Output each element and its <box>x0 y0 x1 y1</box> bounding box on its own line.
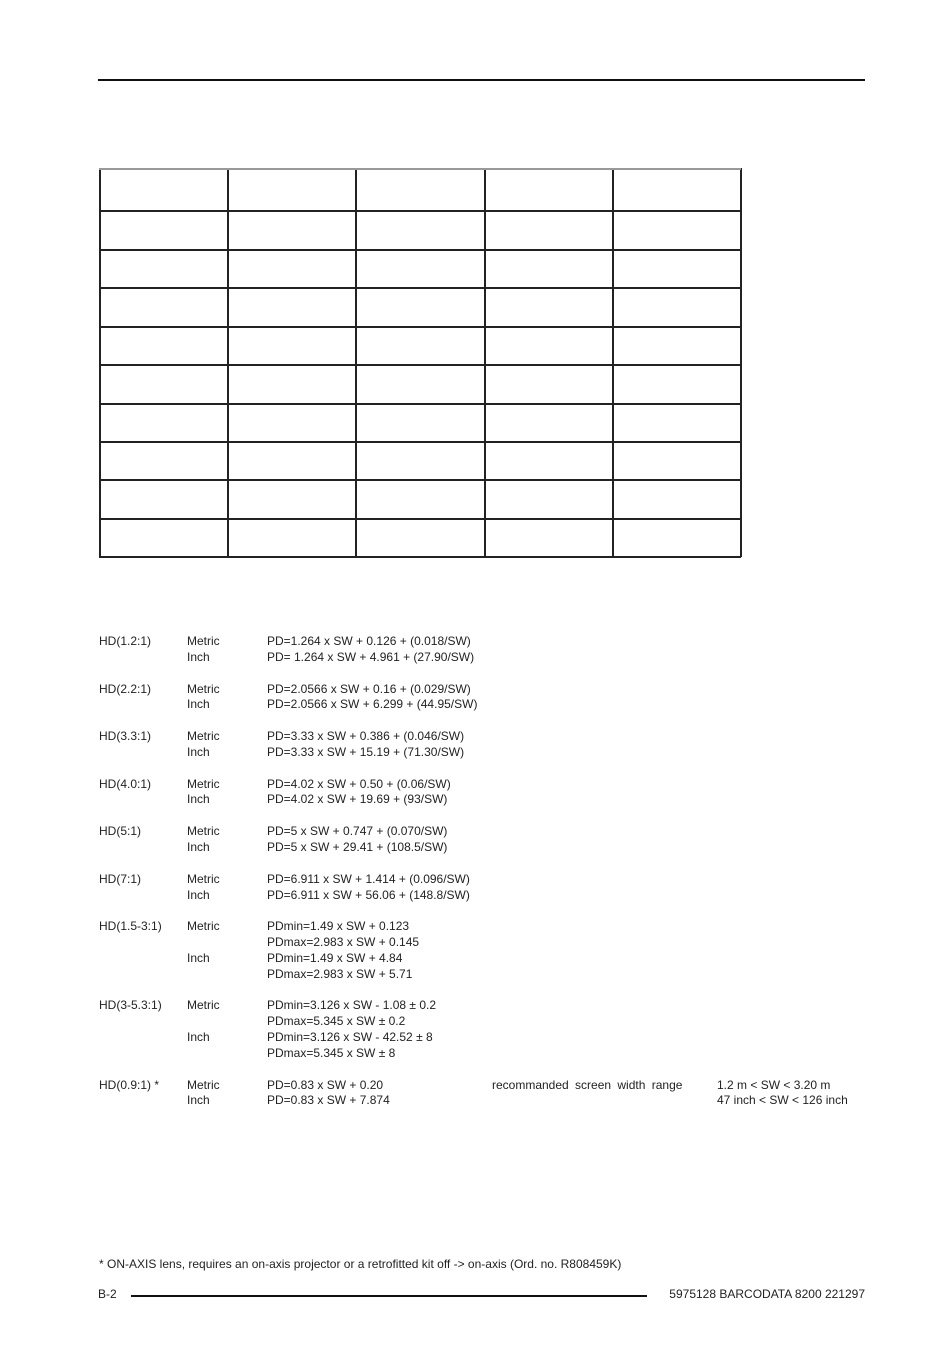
formula-text: PD=6.911 x SW + 1.414 + (0.096/SW) <box>267 871 470 886</box>
lens-formula-group <box>99 872 879 904</box>
table-row-line <box>99 287 741 289</box>
formula-line <box>99 697 879 713</box>
formula-line <box>99 872 879 888</box>
formula-text: PD=2.0566 x SW + 6.299 + (44.95/SW) <box>267 697 478 712</box>
table-row-line <box>99 364 741 366</box>
unit-label: Inch <box>187 1093 210 1108</box>
formula-line <box>99 919 879 935</box>
formula-text: PD=4.02 x SW + 19.69 + (93/SW) <box>267 792 448 807</box>
formula-text: PDmin=3.126 x SW - 42.52 ± 8 <box>267 1030 433 1045</box>
table-row-line <box>99 441 741 443</box>
table-column-line <box>227 168 229 557</box>
table-column-line <box>99 168 101 557</box>
lens-formula-group <box>99 634 879 666</box>
projection-distance-formulas <box>99 634 879 1125</box>
unit-label: Metric <box>187 824 220 839</box>
footnote: * ON-AXIS lens, requires an on-axis projector or a retrofitted kit off -> on-axis (Ord. no. R808459K) <box>99 1257 622 1271</box>
lens-formula-group <box>99 919 879 982</box>
document-id: 5975128 BARCODATA 8200 221297 <box>669 1287 865 1301</box>
unit-label: Inch <box>187 950 210 965</box>
table-row-line <box>99 479 741 481</box>
page-number: B-2 <box>98 1287 117 1301</box>
lens-name: HD(3-5.3:1) <box>99 998 162 1013</box>
formula-text: PDmax=5.345 x SW ± 0.2 <box>267 1014 406 1029</box>
lens-name: HD(0.9:1) * <box>99 1077 160 1092</box>
unit-label: Metric <box>187 634 220 648</box>
formula-text: PD=3.33 x SW + 15.19 + (71.30/SW) <box>267 744 465 759</box>
lens-name: HD(7:1) <box>99 871 142 886</box>
formula-text: PD=5 x SW + 0.747 + (0.070/SW) <box>267 824 448 839</box>
unit-label: Inch <box>187 649 210 664</box>
formula-line <box>99 792 879 808</box>
formula-text: PD=1.264 x SW + 0.126 + (0.018/SW) <box>267 634 471 648</box>
lens-name: HD(1.2:1) <box>99 634 152 648</box>
unit-label: Metric <box>187 729 220 744</box>
formula-text: PDmin=3.126 x SW - 1.08 ± 0.2 <box>267 998 436 1013</box>
lens-formula-group <box>99 998 879 1061</box>
table-row-line <box>99 249 741 251</box>
formula-line <box>99 840 879 856</box>
unit-label: Metric <box>187 871 220 886</box>
lens-formula-group <box>99 682 879 714</box>
formula-line <box>99 729 879 745</box>
table-column-line <box>355 168 357 557</box>
formula-text: PDmax=2.983 x SW + 5.71 <box>267 966 413 981</box>
lens-name: HD(2.2:1) <box>99 681 152 696</box>
formula-line <box>99 951 879 967</box>
unit-label: Inch <box>187 792 210 807</box>
formula-line <box>99 888 879 904</box>
screen-width-range: 47 inch < SW < 126 inch <box>717 1093 848 1108</box>
formula-text: PD=0.83 x SW + 0.20 <box>267 1077 384 1092</box>
formula-text: PDmin=1.49 x SW + 0.123 <box>267 919 410 934</box>
formula-line <box>99 967 879 983</box>
formula-line <box>99 745 879 761</box>
header-rule <box>98 79 865 81</box>
lens-formula-group <box>99 1078 879 1110</box>
formula-text: PD= 1.264 x SW + 4.961 + (27.90/SW) <box>267 649 475 664</box>
formula-line <box>99 1030 879 1046</box>
formula-text: PD=2.0566 x SW + 0.16 + (0.029/SW) <box>267 681 471 696</box>
table-column-line <box>612 168 614 557</box>
table-row-line <box>99 403 741 405</box>
unit-label: Inch <box>187 744 210 759</box>
lens-formula-group <box>99 729 879 761</box>
lens-formula-group <box>99 777 879 809</box>
formula-text: PDmax=2.983 x SW + 0.145 <box>267 935 420 950</box>
footer-rule <box>131 1295 647 1297</box>
formula-text: PD=3.33 x SW + 0.386 + (0.046/SW) <box>267 729 465 744</box>
formula-text: PD=6.911 x SW + 56.06 + (148.8/SW) <box>267 887 470 902</box>
unit-label: Inch <box>187 887 210 902</box>
formula-text: PDmin=1.49 x SW + 4.84 <box>267 950 403 965</box>
formula-line <box>99 634 879 650</box>
lens-name: HD(1.5-3:1) <box>99 919 162 934</box>
formula-text: PD=5 x SW + 29.41 + (108.5/SW) <box>267 839 448 854</box>
lens-name: HD(4.0:1) <box>99 776 152 791</box>
table-column-line <box>484 168 486 557</box>
unit-label: Metric <box>187 776 220 791</box>
formula-line <box>99 1093 879 1109</box>
formula-line <box>99 1014 879 1030</box>
formula-line <box>99 824 879 840</box>
formula-line <box>99 682 879 698</box>
unit-label: Metric <box>187 919 220 934</box>
unit-label: Inch <box>187 839 210 854</box>
formula-line <box>99 935 879 951</box>
formula-line <box>99 1078 879 1094</box>
unit-label: Metric <box>187 681 220 696</box>
formula-line <box>99 1046 879 1062</box>
range-note: recommanded screen width range <box>492 1077 683 1092</box>
screen-width-range: 1.2 m < SW < 3.20 m <box>717 1077 831 1092</box>
table-row-line <box>99 168 741 170</box>
unit-label: Inch <box>187 697 210 712</box>
page-footer <box>98 1287 865 1303</box>
formula-text: PD=0.83 x SW + 7.874 <box>267 1093 390 1108</box>
formula-line <box>99 777 879 793</box>
formula-line <box>99 998 879 1014</box>
unit-label: Metric <box>187 1077 220 1092</box>
lens-name: HD(3.3:1) <box>99 729 152 744</box>
formula-text: PDmax=5.345 x SW ± 8 <box>267 1045 396 1060</box>
table-column-line <box>740 168 742 557</box>
unit-label: Inch <box>187 1030 210 1045</box>
lens-name: HD(5:1) <box>99 824 142 839</box>
formula-text: PD=4.02 x SW + 0.50 + (0.06/SW) <box>267 776 451 791</box>
table-row-line <box>99 556 741 558</box>
unit-label: Metric <box>187 998 220 1013</box>
lens-formula-group <box>99 824 879 856</box>
table-row-line <box>99 518 741 520</box>
table-row-line <box>99 210 741 212</box>
table-row-line <box>99 326 741 328</box>
formula-line <box>99 650 879 666</box>
